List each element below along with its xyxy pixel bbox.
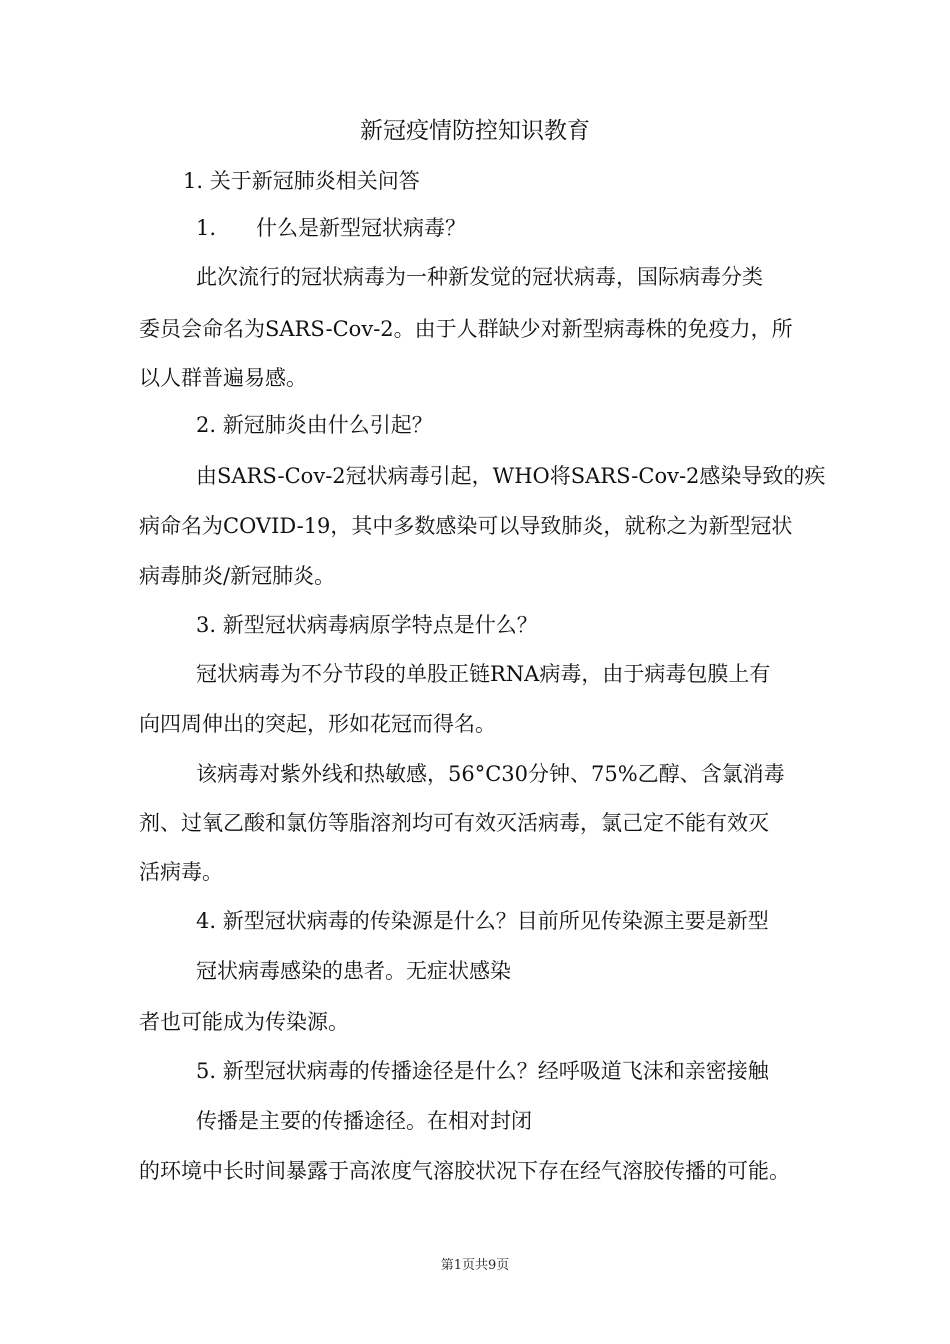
answer-2-line-3: 病毒肺炎/新冠肺炎。 xyxy=(139,564,336,588)
answer-3b-line-1: 该病毒对紫外线和热敏感，56°C30分钟、75%乙醇、含氯消毒 xyxy=(196,762,785,786)
question-4-line-2: 冠状病毒感染的患者。无症状感染 xyxy=(196,959,511,983)
answer-3-line-1: 冠状病毒为不分节段的单股正链RNA病毒，由于病毒包膜上有 xyxy=(196,662,771,686)
answer-3-line-2: 向四周伸出的突起，形如花冠而得名。 xyxy=(139,712,496,736)
question-3: 3. 新型冠状病毒病原学特点是什么？ xyxy=(196,613,538,637)
question-2: 2. 新冠肺炎由什么引起？ xyxy=(196,413,433,437)
question-1-number: 1. xyxy=(196,216,217,240)
question-5-line-2: 传播是主要的传播途径。在相对封闭 xyxy=(196,1109,532,1133)
question-5-line-3: 的环境中长时间暴露于高浓度气溶胶状况下存在经气溶胶传播的可能。 xyxy=(139,1159,790,1183)
answer-3b-line-3: 活病毒。 xyxy=(139,860,223,884)
answer-2-line-1: 由SARS-Cov-2冠状病毒引起，WHO将SARS-Cov-2感染导致的疾 xyxy=(196,464,826,488)
answer-1-line-1: 此次流行的冠状病毒为一种新发觉的冠状病毒，国际病毒分类 xyxy=(196,265,763,289)
page-title: 新冠疫情防控知识教育 xyxy=(360,118,590,144)
answer-1-line-2: 委员会命名为SARS-Cov-2。由于人群缺少对新型病毒株的免疫力，所 xyxy=(139,317,793,341)
page-footer: 第1页共9页 xyxy=(440,1258,510,1273)
question-1 xyxy=(196,215,466,241)
answer-3b-line-2: 剂、过氧乙酸和氯仿等脂溶剂均可有效灭活病毒，氯己定不能有效灭 xyxy=(139,811,769,835)
question-4-line-3: 者也可能成为传染源。 xyxy=(139,1010,349,1034)
question-1-text: 什么是新型冠状病毒？ xyxy=(256,216,466,240)
answer-2-line-2: 病命名为COVID-19，其中多数感染可以导致肺炎，就称之为新型冠状 xyxy=(139,514,793,538)
section-heading: 1. 关于新冠肺炎相关问答 xyxy=(183,169,420,193)
question-4-line-1: 4. 新型冠状病毒的传染源是什么？目前所见传染源主要是新型 xyxy=(196,909,769,933)
answer-1-line-3: 以人群普遍易感。 xyxy=(139,366,307,390)
question-5-line-1: 5. 新型冠状病毒的传播途径是什么？经呼吸道飞沫和亲密接触 xyxy=(196,1059,769,1083)
